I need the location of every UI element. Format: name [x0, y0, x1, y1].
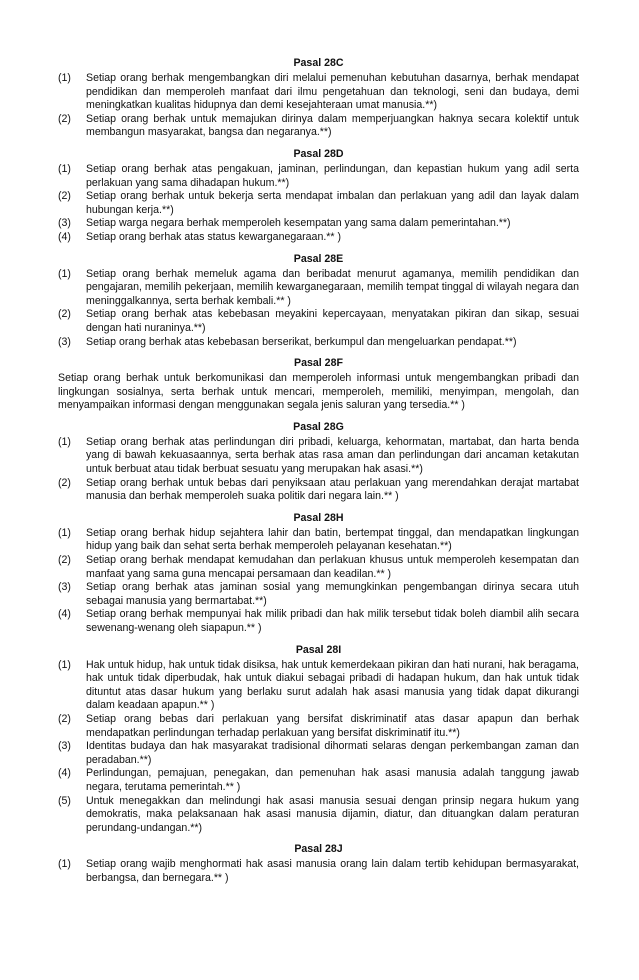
- item-number: (1): [58, 162, 71, 175]
- item-text: Setiap orang berhak untuk bekerja serta mendapat imbalan dan perlakuan yang adil dan layak dalam hubungan kerja.**): [86, 190, 579, 216]
- item-text: Setiap orang berhak untuk bebas dari penyiksaan atau perlakuan yang merendahkan derajat martabat manusia dan berhak memperoleh suaka politik dari negara lain.** ): [86, 476, 579, 503]
- list-item: [58, 767, 579, 794]
- item-number: (2): [58, 190, 71, 203]
- item-text: Untuk menegakkan dan melindungi hak asasi manusia sesuai dengan prinsip negara hukum yang demokratis, maka pelaksanaan hak asasi manusia dijamin, diatur, dan dituangkan dalam peraturan perundang-undangan.**): [86, 794, 579, 834]
- section-pasal-28c: [58, 56, 579, 140]
- item-number: (2): [58, 712, 71, 725]
- item-text: Identitas budaya dan hak masyarakat tradisional dihormati selaras dengan perkembangan zaman dan peradaban.**): [86, 740, 579, 766]
- section-heading: Pasal 28I: [295, 643, 342, 656]
- section-pasal-28h: [58, 511, 579, 636]
- section-paragraph: Setiap orang berhak untuk berkomunikasi dan memperoleh informasi untuk mengembangkan pribadi dan lingkungan sosialnya, serta berhak untuk mencari, memperoleh, memiliki, menyimpan, mengolah, dan menyampaikan informasi dengan menggunakan segala jenis saluran yang tersedia.** ): [58, 372, 579, 412]
- list-item: [58, 190, 579, 217]
- item-text: Setiap orang bebas dari perlakuan yang bersifat diskriminatif atas dasar apapun dan berhak mendapatkan perlindungan terhadap perlakuan yang bersifat diskriminatif itu.**): [86, 712, 579, 739]
- list-item: [58, 231, 579, 245]
- list-item: [58, 795, 579, 836]
- item-number: (1): [58, 435, 71, 448]
- item-number: (3): [58, 740, 71, 753]
- list-item: [58, 308, 579, 335]
- section-pasal-28j: [58, 842, 579, 885]
- list-item: [58, 740, 579, 767]
- item-number: (2): [58, 112, 71, 125]
- list-item: [58, 336, 579, 350]
- list-item: [58, 163, 579, 190]
- item-text: Setiap orang berhak mengembangkan diri melalui pemenuhan kebutuhan dasarnya, berhak mendapat pendidikan dan memperoleh manfaat dari ilmu pengetahuan dan teknologi, seni dan budaya, demi meningkatkan kualitas hidupnya dan demi kesejahteraan umat manusia.**): [86, 72, 579, 112]
- item-number: (2): [58, 476, 71, 489]
- item-number: (1): [58, 858, 71, 871]
- section-pasal-28f: [58, 356, 579, 413]
- item-number: (5): [58, 794, 71, 807]
- item-number: (4): [58, 767, 71, 780]
- section-heading: Pasal 28J: [294, 843, 343, 856]
- section-pasal-28e: [58, 252, 579, 350]
- item-text: Setiap orang berhak atas kebebasan berserikat, berkumpul dan mengeluarkan pendapat.**): [86, 335, 517, 348]
- item-number: (3): [58, 581, 71, 594]
- section-heading: Pasal 28G: [293, 420, 344, 433]
- item-number: (4): [58, 230, 71, 243]
- list-item: [58, 608, 579, 635]
- section-pasal-28g: [58, 420, 579, 504]
- item-text: Setiap warga negara berhak memperoleh kesempatan yang sama dalam pemerintahan.**): [86, 217, 511, 230]
- list-item: [58, 477, 579, 504]
- item-text: Setiap orang berhak atas pengakuan, jaminan, perlindungan, dan kepastian hukum yang adil serta perlakuan yang sama dihadapan hukum.**): [86, 162, 579, 189]
- item-number: (1): [58, 526, 71, 539]
- item-number: (3): [58, 217, 71, 230]
- item-text: Perlindungan, pemajuan, penegakan, dan pemenuhan hak asasi manusia adalah tanggung jawab negara, terutama pemerintah.** ): [86, 767, 579, 793]
- section-heading: Pasal 28H: [293, 511, 344, 524]
- list-item: [58, 113, 579, 140]
- section-heading: Pasal 28C: [293, 57, 344, 69]
- item-number: (2): [58, 554, 71, 567]
- item-number: (2): [58, 308, 71, 321]
- list-item: [58, 268, 579, 309]
- item-number: (1): [58, 267, 71, 280]
- section-pasal-28i: [58, 643, 579, 836]
- list-item: [58, 72, 579, 113]
- list-item: [58, 436, 579, 477]
- section-heading: Pasal 28F: [294, 357, 343, 370]
- item-text: Setiap orang berhak memeluk agama dan beribadat menurut agamanya, memilih pendidikan dan pengajaran, memilih pekerjaan, memilih kewarganegaraan, memilih tempat tinggal di wilayah negara dan meninggalkannya, serta berhak kembali.** ): [86, 267, 579, 307]
- item-text: Setiap orang berhak hidup sejahtera lahir dan batin, bertempat tinggal, dan mendapatkan lingkungan hidup yang baik dan sehat serta berhak memperoleh pelayanan kesehatan.**): [86, 526, 579, 553]
- item-text: Setiap orang wajib menghormati hak asasi manusia orang lain dalam tertib kehidupan bermasyarakat, berbangsa, dan bernegara.** ): [86, 858, 579, 884]
- section-pasal-28d: [58, 147, 579, 245]
- item-text: Setiap orang berhak untuk memajukan dirinya dalam memperjuangkan haknya secara kolektif untuk membangun masyarakat, bangsa dan negaranya.**): [86, 112, 579, 139]
- section-heading: Pasal 28E: [293, 252, 344, 265]
- item-text: Hak untuk hidup, hak untuk tidak disiksa, hak untuk kemerdekaan pikiran dan hati nurani, hak beragama, hak untuk tidak diperbudak, hak untuk diakui sebagai pribadi di hadapan hukum, dan hak untuk tidak dituntut atas dasar hukum yang berlaku surut adalah hak asasi manusia yang tidak dapat dikurangi dalam keadaan apapun.** ): [86, 658, 579, 712]
- list-item: [58, 581, 579, 608]
- item-number: (4): [58, 608, 71, 621]
- item-text: Setiap orang berhak mendapat kemudahan dan perlakuan khusus untuk memperoleh kesempatan dan manfaat yang sama guna mencapai persamaan dan keadilan.** ): [86, 554, 579, 580]
- item-number: (1): [58, 72, 71, 84]
- item-text: Setiap orang berhak atas status kewarganegaraan.** ): [86, 230, 342, 243]
- list-item: [58, 659, 579, 713]
- list-item: [58, 858, 579, 885]
- list-item: [58, 217, 579, 231]
- list-item: [58, 713, 579, 740]
- item-number: (3): [58, 335, 71, 348]
- section-heading: Pasal 28D: [293, 147, 344, 160]
- item-text: Setiap orang berhak atas jaminan sosial yang memungkinkan pengembangan dirinya secara utuh sebagai manusia yang bermartabat.**): [86, 581, 579, 607]
- item-text: Setiap orang berhak atas kebebasan meyakini kepercayaan, menyatakan pikiran dan sikap, sesuai dengan hati nuraninya.**): [86, 308, 579, 334]
- list-item: [58, 527, 579, 554]
- item-text: Setiap orang berhak atas perlindungan diri pribadi, keluarga, kehormatan, martabat, dan harta benda yang di bawah kekuasaannya, serta berhak atas rasa aman dan perlindungan dari ancaman ketakutan untuk berbuat atau tidak berbuat sesuatu yang merupakan hak asasi.**): [86, 435, 579, 476]
- item-number: (1): [58, 658, 71, 671]
- list-item: [58, 554, 579, 581]
- item-text: Setiap orang berhak mempunyai hak milik pribadi dan hak milik tersebut tidak boleh diambil alih secara sewenang-wenang oleh siapapun.** ): [86, 608, 579, 634]
